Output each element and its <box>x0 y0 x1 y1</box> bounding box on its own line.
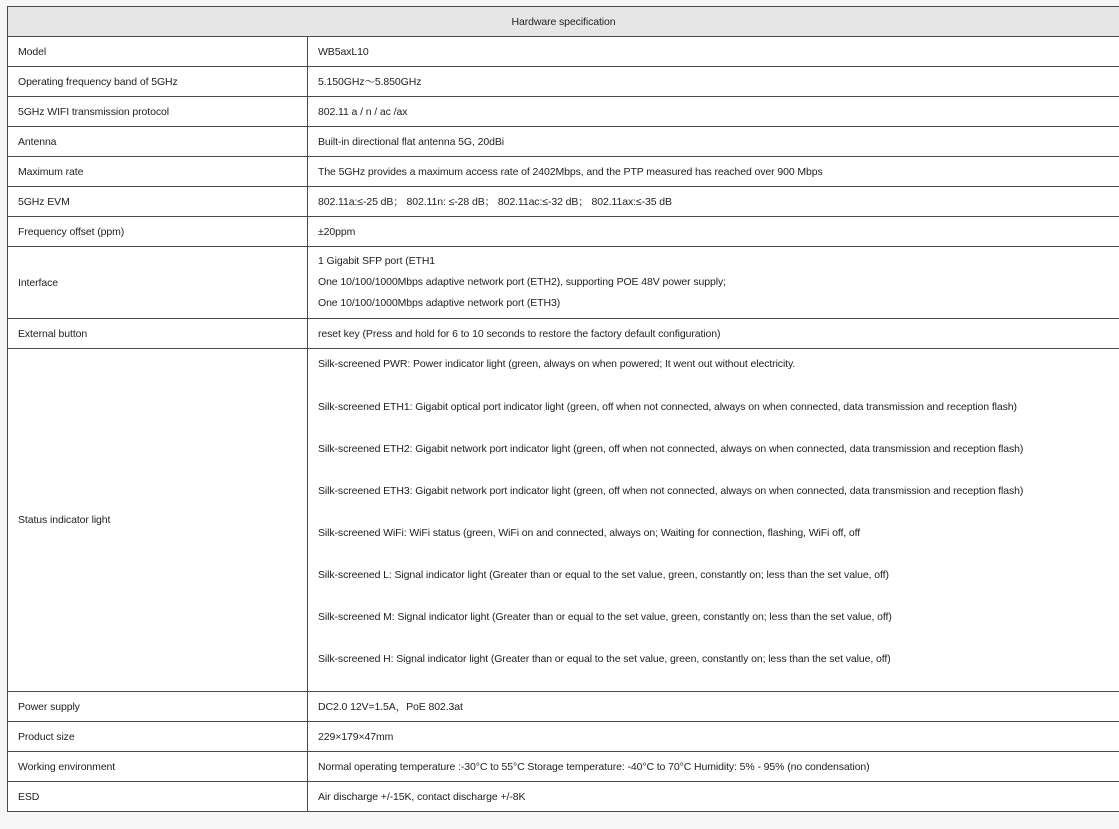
row-label: Product size <box>8 722 308 752</box>
table-row-frequency-band <box>8 67 1119 97</box>
status-line: Silk-screened ETH1: Gigabit optical port indicator light (green, off when not connected, always on when connected, data transmission and reception flash) <box>318 401 1017 413</box>
row-label: 5GHz EVM <box>8 187 308 217</box>
row-value: Air discharge +/-15K, contact discharge +/-8K <box>308 782 1119 812</box>
row-value: 229×179×47mm <box>308 722 1119 752</box>
row-value: 5.150GHz～5.850GHz <box>308 67 1119 97</box>
row-label: Frequency offset (ppm) <box>8 217 308 247</box>
row-value: Normal operating temperature :-30°C to 55°C Storage temperature: -40°C to 70°C Humidity: 5% - 95% (no condensation) <box>308 752 1119 782</box>
row-label: 5GHz WIFI transmission protocol <box>8 97 308 127</box>
table-title: Hardware specification <box>8 7 1119 37</box>
row-label: ESD <box>8 782 308 812</box>
table-row-frequency-offset <box>8 217 1119 247</box>
status-line: Silk-screened ETH2: Gigabit network port indicator light (green, off when not connected, always on when connected, data transmission and reception flash) <box>318 443 1024 455</box>
row-value: The 5GHz provides a maximum access rate of 2402Mbps, and the PTP measured has reached over 900 Mbps <box>308 157 1119 187</box>
status-line: Silk-screened H: Signal indicator light (Greater than or equal to the set value, green, constantly on; less than the set value, off) <box>318 653 891 665</box>
row-label: Working environment <box>8 752 308 782</box>
row-value: 802.11 a / n / ac /ax <box>308 97 1119 127</box>
table-row-model <box>8 37 1119 67</box>
row-value: reset key (Press and hold for 6 to 10 seconds to restore the factory default configuration) <box>308 319 1119 349</box>
interface-line: One 10/100/1000Mbps adaptive network port (ETH3) <box>318 297 561 309</box>
row-label: Maximum rate <box>8 157 308 187</box>
table-row-power-supply <box>8 692 1119 722</box>
row-label: Model <box>8 37 308 67</box>
row-label: Status indicator light <box>8 349 308 692</box>
row-label: Interface <box>8 247 308 319</box>
hardware-spec-table <box>7 6 1119 812</box>
status-line: Silk-screened WiFi: WiFi status (green, WiFi on and connected, always on; Waiting for connection, flashing, WiFi off, off <box>318 527 861 539</box>
status-line: Silk-screened ETH3: Gigabit network port indicator light (green, off when not connected, always on when connected, data transmission and reception flash) <box>318 485 1024 497</box>
status-line: Silk-screened M: Signal indicator light (Greater than or equal to the set value, green, constantly on; less than the set value, off) <box>318 611 892 623</box>
row-value <box>308 247 1119 319</box>
table-row-product-size <box>8 722 1119 752</box>
table-row-maximum-rate <box>8 157 1119 187</box>
table-row-esd <box>8 782 1119 812</box>
row-label: Operating frequency band of 5GHz <box>8 67 308 97</box>
row-label: External button <box>8 319 308 349</box>
table-row-evm <box>8 187 1119 217</box>
status-line: Silk-screened L: Signal indicator light (Greater than or equal to the set value, green, constantly on; less than the set value, off) <box>318 569 889 581</box>
table-row-wifi-protocol <box>8 97 1119 127</box>
table-row-external-button <box>8 319 1119 349</box>
row-value: ±20ppm <box>308 217 1119 247</box>
table-row-antenna <box>8 127 1119 157</box>
interface-line: One 10/100/1000Mbps adaptive network port (ETH2), supporting POE 48V power supply; <box>318 276 726 288</box>
row-label: Power supply <box>8 692 308 722</box>
row-value: WB5axL10 <box>308 37 1119 67</box>
table-row-status-indicator <box>8 349 1119 692</box>
table-row-interface <box>8 247 1119 319</box>
row-value: 802.11a:≤-25 dB； 802.11n: ≤-28 dB； 802.11ac:≤-32 dB； 802.11ax:≤-35 dB <box>308 187 1119 217</box>
row-label: Antenna <box>8 127 308 157</box>
row-value <box>308 349 1119 692</box>
table-row-working-environment <box>8 752 1119 782</box>
row-value: DC2.0 12V=1.5A，PoE 802.3at <box>308 692 1119 722</box>
table-header-row <box>8 7 1119 37</box>
row-value: Built-in directional flat antenna 5G, 20dBi <box>308 127 1119 157</box>
status-line: Silk-screened PWR: Power indicator light (green, always on when powered; It went out without electricity. <box>318 358 796 370</box>
interface-line: 1 Gigabit SFP port (ETH1 <box>318 255 436 267</box>
